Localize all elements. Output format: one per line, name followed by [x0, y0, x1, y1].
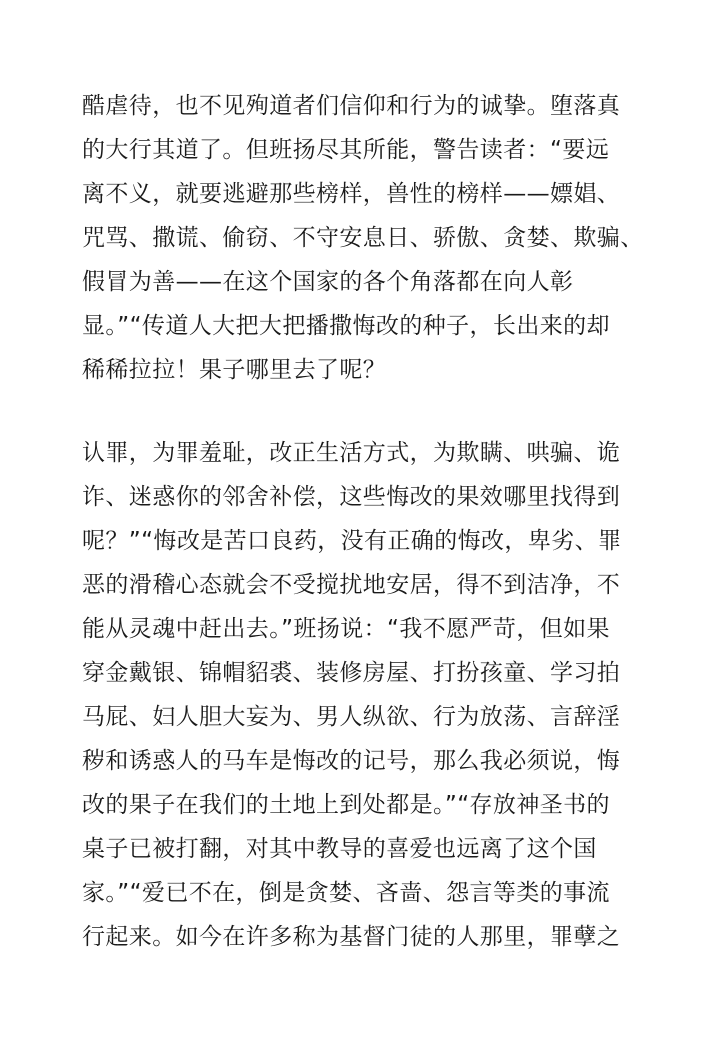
- text-line: 马屁、妇人胆大妄为、男人纵欲、行为放荡、言辞淫: [82, 704, 621, 730]
- text-line: 桌子已被打翻，对其中教导的喜爱也远离了这个国: [82, 836, 597, 862]
- text-line: 恶的滑稽心态就会不受搅扰地安居，得不到洁净，不: [82, 572, 621, 598]
- paragraph-1: [82, 84, 702, 392]
- paragraph-2: [82, 431, 702, 959]
- text-line: 咒骂、撒谎、偷窃、不守安息日、骄傲、贪婪、欺骗、: [82, 225, 644, 251]
- text-line: 稀稀拉拉！果子哪里去了呢？: [82, 357, 387, 383]
- text-line: 行起来。如今在许多称为基督门徒的人那里，罪孽之: [82, 924, 621, 950]
- text-line: 能从灵魂中赶出去。”班扬说：“我不愿严苛，但如果: [82, 616, 610, 642]
- text-line: 穿金戴银、锦帽貂裘、装修房屋、打扮孩童、学习拍: [82, 660, 621, 686]
- text-line: 认罪，为罪羞耻，改正生活方式，为欺瞒、哄骗、诡: [82, 440, 621, 466]
- text-line: 改的果子在我们的土地上到处都是。”“存放神圣书的: [82, 792, 610, 818]
- text-line: 诈、迷惑你的邻舍补偿，这些悔改的果效哪里找得到: [82, 484, 621, 510]
- text-line: 离不义，就要逃避那些榜样，兽性的榜样——嫖娼、: [82, 181, 621, 207]
- text-line: 酷虐待，也不见殉道者们信仰和行为的诚挚。堕落真: [82, 93, 621, 119]
- text-line: 显。”“传道人大把大把播撒悔改的种子，长出来的却: [82, 313, 610, 339]
- text-line: 秽和诱惑人的马车是悔改的记号，那么我必须说，悔: [82, 748, 621, 774]
- text-line: 家。”“爱已不在，倒是贪婪、吝啬、怨言等类的事流: [82, 880, 610, 906]
- text-line: 假冒为善——在这个国家的各个角落都在向人彰: [82, 269, 574, 295]
- text-line: 的大行其道了。但班扬尽其所能，警告读者：“要远: [82, 137, 610, 163]
- text-line: 呢？”“悔改是苦口良药，没有正确的悔改，卑劣、罪: [82, 528, 622, 554]
